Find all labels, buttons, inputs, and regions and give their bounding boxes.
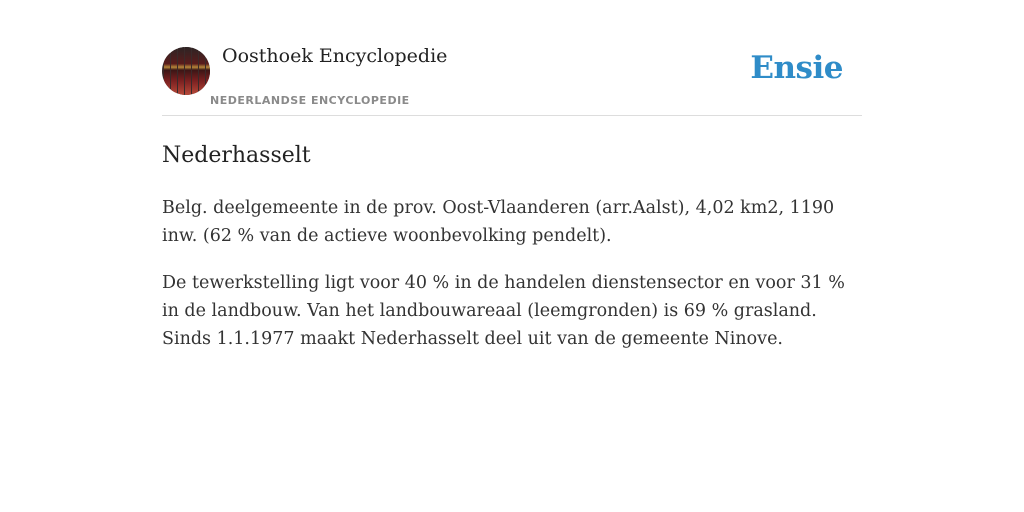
page — [162, 0, 862, 353]
site-name-link[interactable]: Oosthoek Encyclopedie — [222, 45, 448, 67]
article-paragraph: Belg. deelgemeente in de prov. Oost-Vlaanderen (arr.Aalst), 4,02 km2, 1190 inw. (62 % van de actieve woonbevolking pendelt). — [162, 198, 835, 246]
encyclopedia-books-avatar[interactable] — [162, 47, 210, 95]
article-title: Nederhasselt — [162, 143, 311, 168]
site-subtitle: NEDERLANDSE ENCYCLOPEDIE — [210, 94, 410, 107]
article-paragraph: De tewerkstelling ligt voor 40 % in de handelen dienstensector en voor 31 % in de landbouw. Van het landbouwareaal (leemgronden) is 69 % grasland. Sinds 1.1.1977 maakt Nederhasselt deel uit van de gemeente Ninove. — [162, 273, 845, 349]
ensie-logo[interactable]: Ensie — [750, 50, 843, 86]
site-header — [162, 0, 862, 116]
